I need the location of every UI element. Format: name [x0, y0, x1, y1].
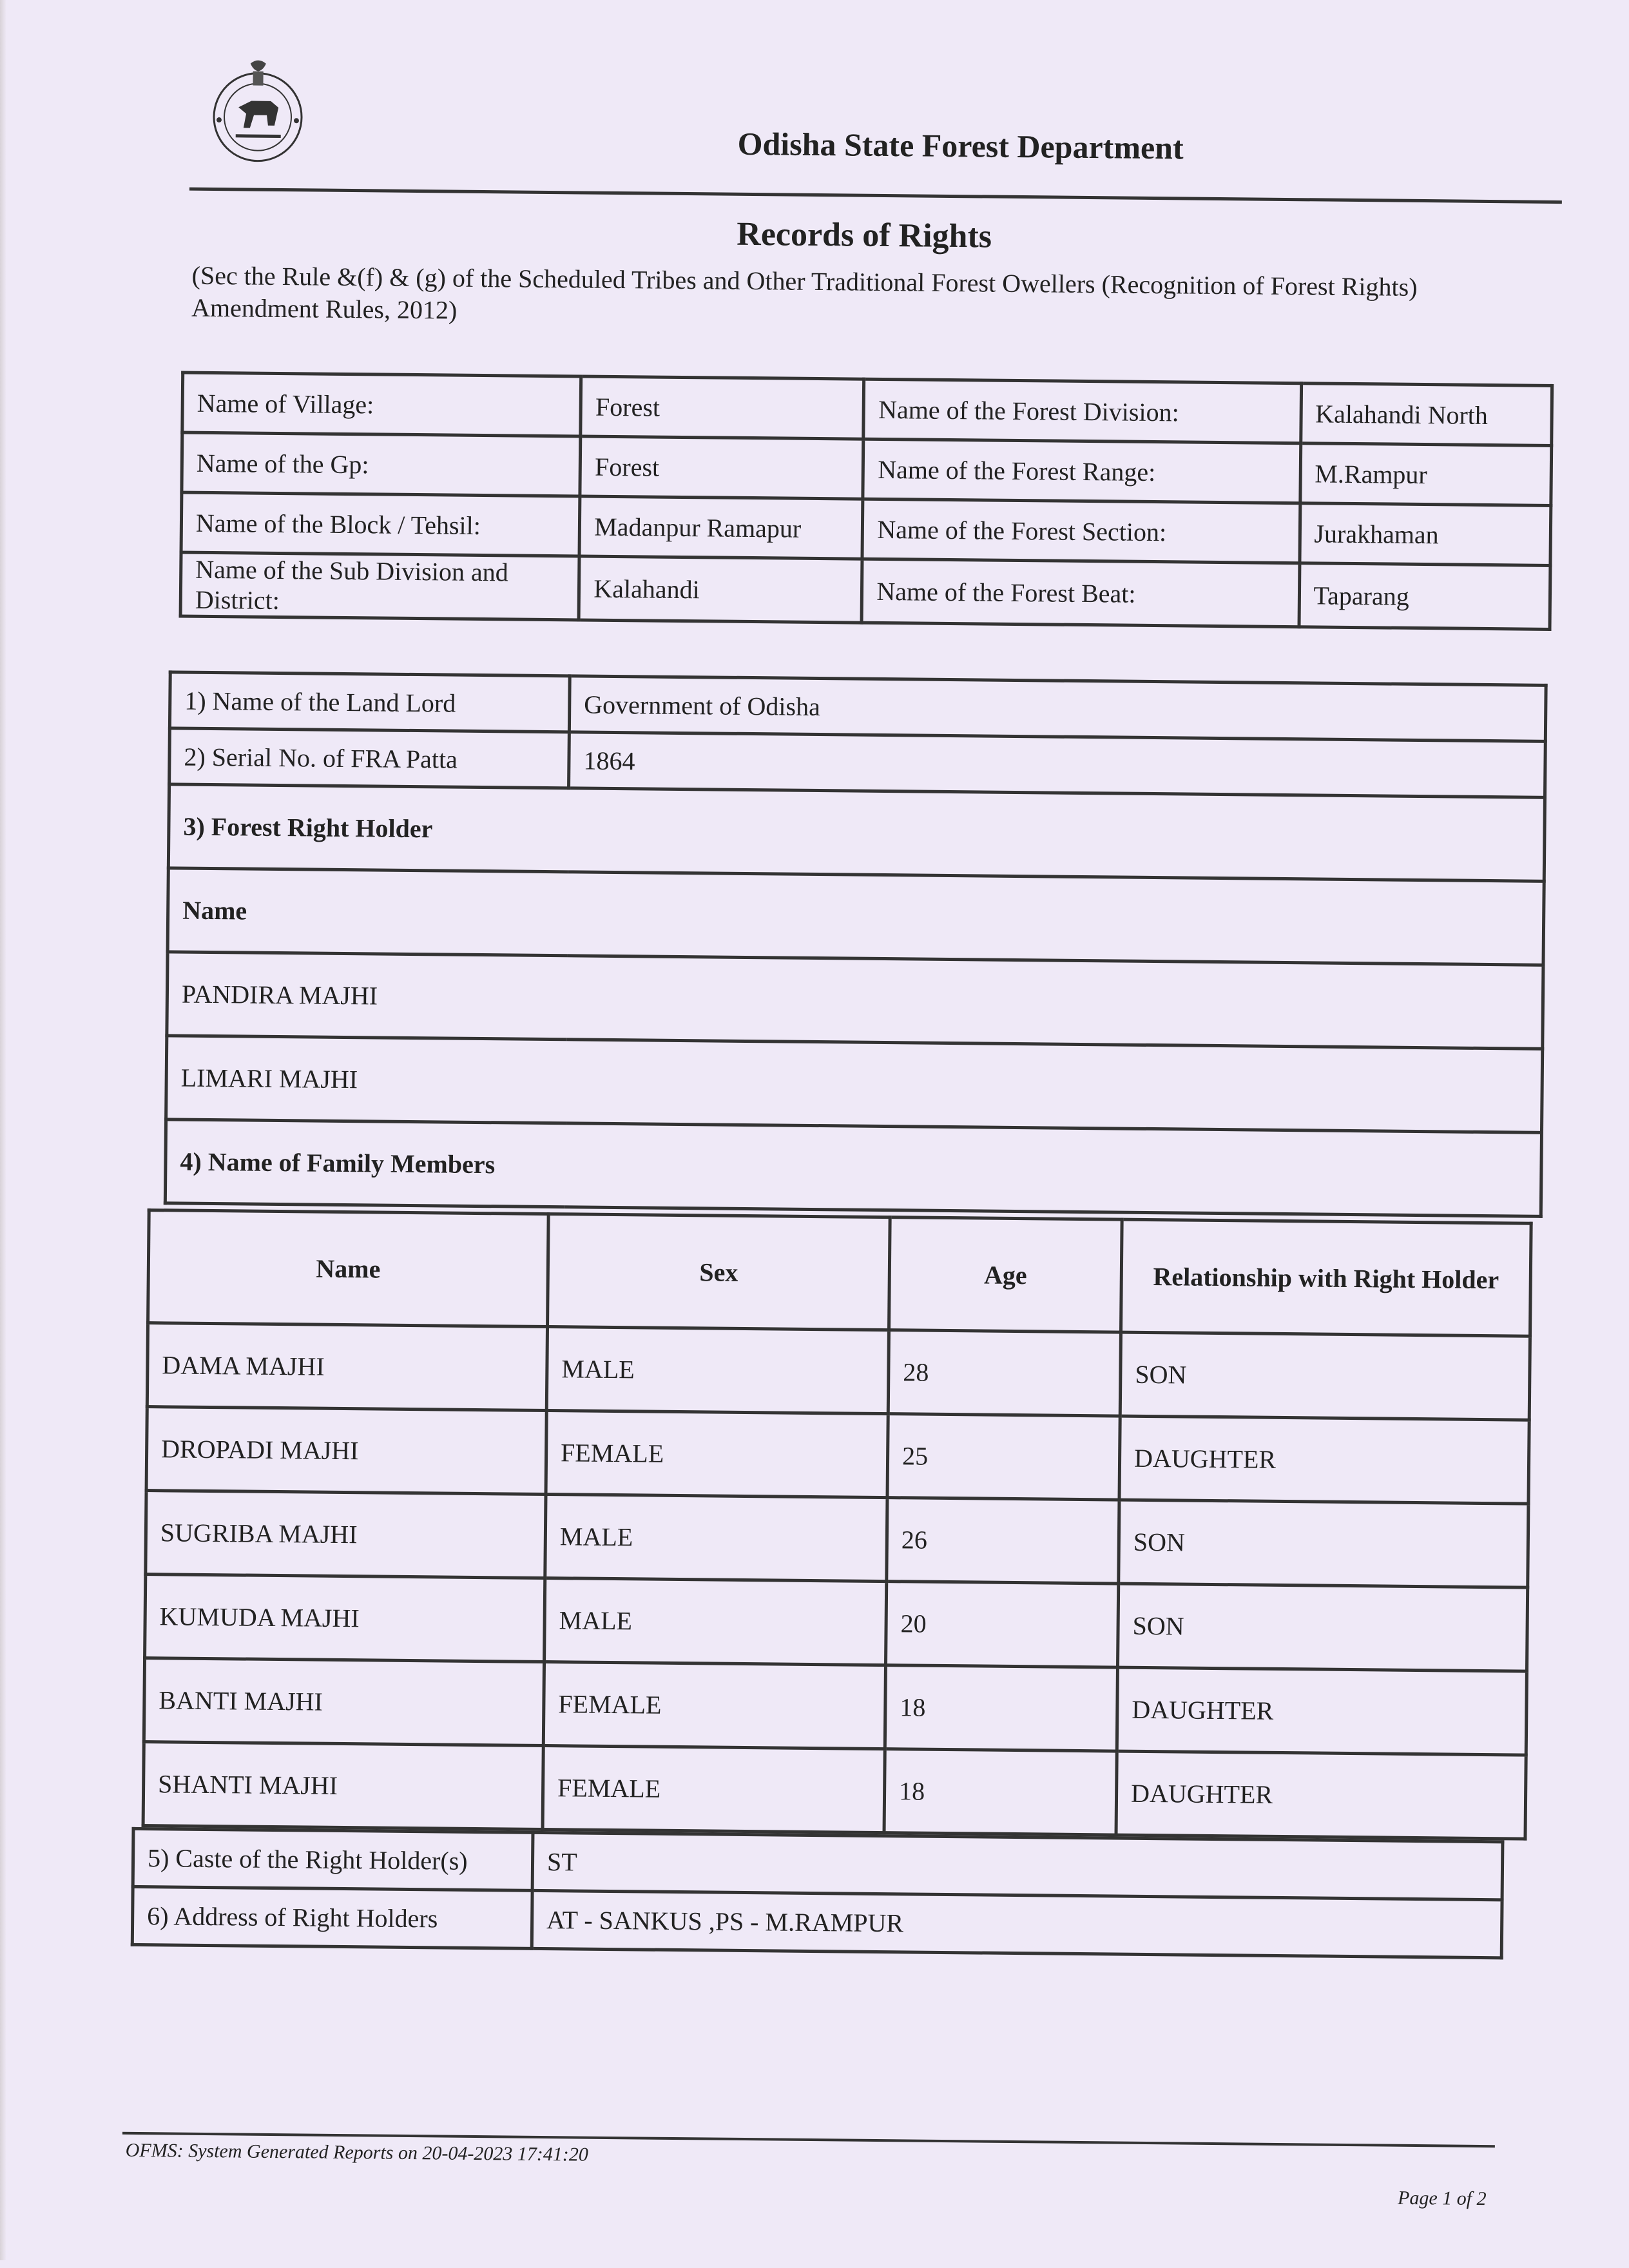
forest-range-value: M.Rampur	[1300, 443, 1551, 506]
block-value: Madanpur Ramapur	[579, 496, 863, 559]
caste-value: ST	[532, 1832, 1503, 1899]
patta-label: 2) Serial No. of FRA Patta	[169, 728, 570, 788]
member-age: 18	[885, 1665, 1117, 1751]
generated-timestamp: OFMS: System Generated Reports on 20-04-2023 17:41:20	[125, 2139, 589, 2166]
caste-address-table	[131, 1827, 1505, 1959]
forest-section-value: Jurakhaman	[1299, 503, 1550, 566]
block-label: Name of the Block / Tehsil:	[181, 492, 580, 556]
location-table	[179, 371, 1554, 631]
member-name: KUMUDA MAJHI	[145, 1575, 545, 1662]
holder-details-table	[164, 670, 1548, 1218]
odisha-emblem-icon	[206, 55, 310, 166]
name-heading: Name	[168, 868, 1544, 965]
member-name: BANTI MAJHI	[144, 1658, 544, 1746]
land-lord-label: 1) Name of the Land Lord	[169, 672, 570, 732]
forest-division-value: Kalahandi North	[1300, 383, 1552, 446]
gp-label: Name of the Gp:	[182, 432, 581, 496]
member-sex: FEMALE	[543, 1662, 885, 1749]
forest-range-label: Name of the Forest Range:	[863, 439, 1300, 503]
member-relationship: DAUGHTER	[1119, 1416, 1529, 1504]
member-relationship: SON	[1119, 1500, 1528, 1587]
member-name: SUGRIBA MAJHI	[146, 1491, 546, 1578]
member-age: 26	[887, 1498, 1119, 1584]
patta-value: 1864	[569, 732, 1546, 798]
member-age: 25	[887, 1414, 1120, 1500]
family-heading: 4) Name of Family Members	[165, 1119, 1541, 1216]
member-relationship: DAUGHTER	[1116, 1751, 1526, 1839]
village-label: Name of Village:	[182, 373, 581, 436]
table-row	[132, 1886, 1502, 1957]
member-name: SHANTI MAJHI	[143, 1742, 543, 1830]
holder-name: LIMARI MAJHI	[166, 1036, 1543, 1132]
member-sex: MALE	[545, 1578, 887, 1665]
member-relationship: SON	[1117, 1584, 1527, 1671]
holder-name: PANDIRA MAJHI	[167, 952, 1543, 1049]
table-row	[143, 1742, 1526, 1839]
land-lord-value: Government of Odisha	[569, 676, 1546, 742]
village-value: Forest	[581, 376, 864, 439]
rule-reference: (Sec the Rule &(f) & (g) of the Scheduled Tribes and Other Traditional Forest Owellers (Recognition of Forest Rights) Amendment Rules, 2012)	[191, 260, 1418, 325]
table-row	[145, 1575, 1528, 1672]
header-divider	[189, 188, 1562, 204]
member-sex: FEMALE	[543, 1746, 885, 1833]
member-relationship: DAUGHTER	[1117, 1667, 1527, 1755]
forest-beat-label: Name of the Forest Beat:	[862, 559, 1299, 627]
table-row	[166, 1036, 1543, 1132]
table-row	[144, 1658, 1527, 1756]
department-name: Odisha State Forest Department	[737, 125, 1184, 166]
member-age: 28	[888, 1330, 1121, 1416]
table-row	[168, 784, 1545, 881]
column-header-sex: Sex	[548, 1214, 891, 1330]
table-row	[167, 952, 1543, 1049]
member-name: DAMA MAJHI	[147, 1323, 547, 1411]
table-row	[146, 1407, 1529, 1504]
member-age: 18	[884, 1749, 1117, 1835]
member-sex: MALE	[545, 1495, 887, 1582]
address-value: AT - SANKUS ,PS - M.RAMPUR	[532, 1890, 1502, 1957]
table-row	[168, 868, 1544, 965]
table-row	[165, 1119, 1541, 1216]
gp-value: Forest	[580, 436, 863, 499]
subdivision-value: Kalahandi	[579, 556, 862, 623]
forest-division-label: Name of the Forest Division:	[863, 379, 1301, 443]
table-row	[146, 1491, 1528, 1588]
column-header-relationship: Relationship with Right Holder	[1121, 1219, 1531, 1336]
forest-beat-value: Taparang	[1299, 563, 1550, 630]
family-members-table	[142, 1208, 1533, 1841]
address-label: 6) Address of Right Holders	[132, 1886, 532, 1948]
member-name: DROPADI MAJHI	[146, 1407, 546, 1495]
table-row	[147, 1323, 1530, 1420]
page-number: Page 1 of 2	[1397, 2187, 1487, 2210]
forest-section-label: Name of the Forest Section:	[862, 499, 1300, 563]
document-title: Records of Rights	[737, 215, 992, 255]
column-header-name: Name	[148, 1210, 549, 1327]
subdivision-label: Name of the Sub Division and District:	[180, 552, 579, 620]
member-relationship: SON	[1120, 1332, 1530, 1420]
column-header-age: Age	[889, 1217, 1122, 1332]
member-sex: FEMALE	[546, 1411, 888, 1498]
caste-label: 5) Caste of the Right Holder(s)	[133, 1828, 533, 1890]
table-header-row	[148, 1210, 1532, 1337]
member-sex: MALE	[546, 1327, 889, 1414]
table-row	[180, 552, 1550, 629]
holder-heading: 3) Forest Right Holder	[168, 784, 1545, 881]
member-age: 20	[886, 1582, 1119, 1667]
